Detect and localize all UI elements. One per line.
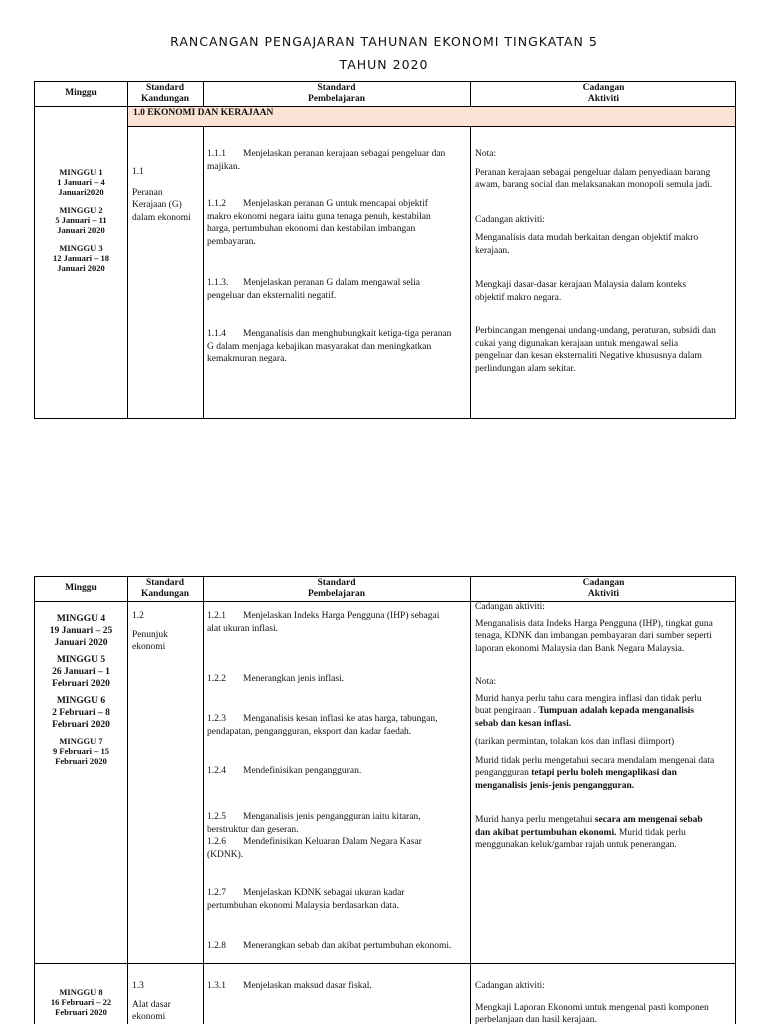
header-minggu: Minggu	[65, 88, 97, 98]
header-minggu: Minggu	[65, 583, 97, 593]
header-standard-pembelajaran: Standard Pembelajaran	[308, 83, 365, 104]
lesson-table-1	[34, 81, 736, 419]
topic-band	[128, 107, 735, 127]
document-title: RANCANGAN PENGAJARAN TAHUNAN EKONOMI TINGKATAN 5	[170, 34, 598, 49]
activity-column: Cadangan aktiviti: Menganalisis data Indeks Harga Pengguna (IHP), tingkat guna tenaga, KDNK dan imbangan pembayaran dari sumber seperti laporan ekonomi Malaysia dan Bank Negara Malaysia. Nota: Murid hanya perlu tahu cara mengira inflasi dan tidak perlu buat pengiraan . Tumpuan adalah kepada menganalisis sebab dan kesan inflasi. (tarikan permintan, tolakan kos dan inflasi diimport) Murid tidak perlu mengetahui secara mendalam mengenai data pengangguran tetapi perlu boleh mengaplikasi dan menganalisis jenis-jenis pengangguran. Murid hanya perlu mengetahui secara am mengenai sebab dan akibat pertumbuhan ekonomi. Murid tidak perlu menggunakan keluk/gambar rajah untuk penerangan.	[475, 601, 735, 852]
header-standard-pembelajaran: Standard Pembelajaran	[308, 578, 365, 599]
activity-column: Nota: Peranan kerajaan sebagai pengeluar dalam penyediaan barang awam, barang social dan melaksanakan monopoli semula jadi. Cadangan aktiviti: Menganalisis data mudah berkaitan dengan objektif makro kerajaan. Mengkaji dasar-dasar kerajaan Malaysia dalam konteks objektif makro negara. Perbincangan mengenai undang-undang, peraturan, subsidi dan cukai yang digunakan kerajaan untuk mengawal selia pengeluar dan kesan eksternaliti Negative khususnya dalam perlindungan alam sekitar.	[475, 148, 735, 375]
learning-standard-item: 1.2.4 Mendefinisikan pengangguran.	[207, 766, 362, 776]
learning-standard-item: 1.1.1 Menjelaskan peranan kerajaan sebagai pengeluar dan majikan.	[207, 149, 446, 172]
learning-standard-item: 1.2.6 Mendefinisikan Keluaran Dalam Negara Kasar (KDNK).	[207, 837, 422, 860]
header-standard-kandungan: Standard Kandungan	[140, 83, 190, 104]
week-block: MINGGU 2 5 Januari – 11 Januari 2020	[55, 205, 107, 235]
note-label: Nota:	[475, 149, 497, 159]
week-column	[35, 613, 127, 766]
learning-standard-item: 1.2.7 Menjelaskan KDNK sebagai ukuran kadar pertumbuhan ekonomi Malaysia berdasarkan data.	[207, 888, 405, 911]
week-block: MINGGU 5 26 Januari – 1 Februari 2020	[52, 655, 110, 689]
activity-column: Cadangan aktiviti: Mengkaji Laporan Ekonomi untuk mengenal pasti komponen perbelanjaan dan hasil kerajaan.	[475, 980, 735, 1024]
learning-standard-item: 1.2.3 Menganalisis kesan inflasi ke atas harga, tabungan, pendapatan, pengangguran, eksport dan kadar faedah.	[207, 714, 438, 737]
learning-standard-item: 1.1.2 Menjelaskan peranan G untuk mencapai objektif makro ekonomi negara iaitu guna tenaga penuh, kestabilan harga, pertumbuhan ekonomi dan kestabilan imbangan pembayaran.	[207, 199, 431, 247]
note-label: Nota:	[475, 677, 497, 687]
lesson-table-2	[34, 576, 736, 1024]
week-block: MINGGU 8 16 Februari – 22 Februari 2020	[50, 987, 112, 1017]
header-cadangan-aktiviti: Cadangan Aktiviti	[582, 578, 625, 599]
learning-standard-item: 1.2.1 Menjelaskan Indeks Harga Pengguna (IHP) sebagai alat ukuran inflasi.	[207, 611, 440, 634]
week-column	[35, 167, 127, 273]
learning-standard-item: 1.2.8 Menerangkan sebab dan akibat pertumbuhan ekonomi.	[207, 941, 452, 951]
learning-standard-item: 1.2.5 Menganalisis jenis pengangguran iaitu kitaran, berstruktur dan geseran.	[207, 812, 421, 835]
week-block: MINGGU 1 1 Januari – 4 Januari2020	[57, 167, 105, 197]
learning-standard-item: 1.2.2 Menerangkan jenis inflasi.	[207, 674, 345, 684]
standard-kandungan: 1.1 Peranan Kerajaan (G) dalam ekonomi	[132, 167, 191, 223]
week-block: MINGGU 4 19 Januari – 25 Januari 2020	[49, 614, 113, 648]
standard-kandungan: 1.3 Alat dasar ekonomi	[132, 981, 171, 1022]
header-cadangan-aktiviti: Cadangan Aktiviti	[582, 83, 625, 104]
topic-title: 1.0 EKONOMI DAN KERAJAAN	[133, 108, 274, 118]
week-block: MINGGU 3 12 Januari – 18 Januari 2020	[53, 243, 109, 273]
activity-label: Cadangan aktiviti:	[475, 602, 545, 612]
header-standard-kandungan: Standard Kandungan	[140, 578, 190, 599]
learning-standard-item: 1.1.4 Menganalisis dan menghubungkait ketiga-tiga peranan G dalam menjaga kebajikan masyarakat dan meningkatkan kemakmuran negara.	[207, 329, 452, 364]
standard-kandungan: 1.2 Penunjuk ekonomi	[132, 611, 168, 652]
activity-label: Cadangan aktiviti:	[475, 214, 545, 225]
week-block: MINGGU 7 9 Februari – 15 Februari 2020	[53, 736, 109, 766]
learning-standard-item: 1.1.3. Menjelaskan peranan G dalam mengawal selia pengeluar dan eksternaliti negatif.	[207, 278, 420, 301]
learning-standard-item: 1.3.1 Menjelaskan maksud dasar fiskal.	[207, 981, 372, 991]
week-block: MINGGU 6 2 Februari – 8 Februari 2020	[52, 696, 110, 730]
activity-label: Cadangan aktiviti:	[475, 981, 545, 991]
document-year: TAHUN 2020	[339, 57, 429, 72]
